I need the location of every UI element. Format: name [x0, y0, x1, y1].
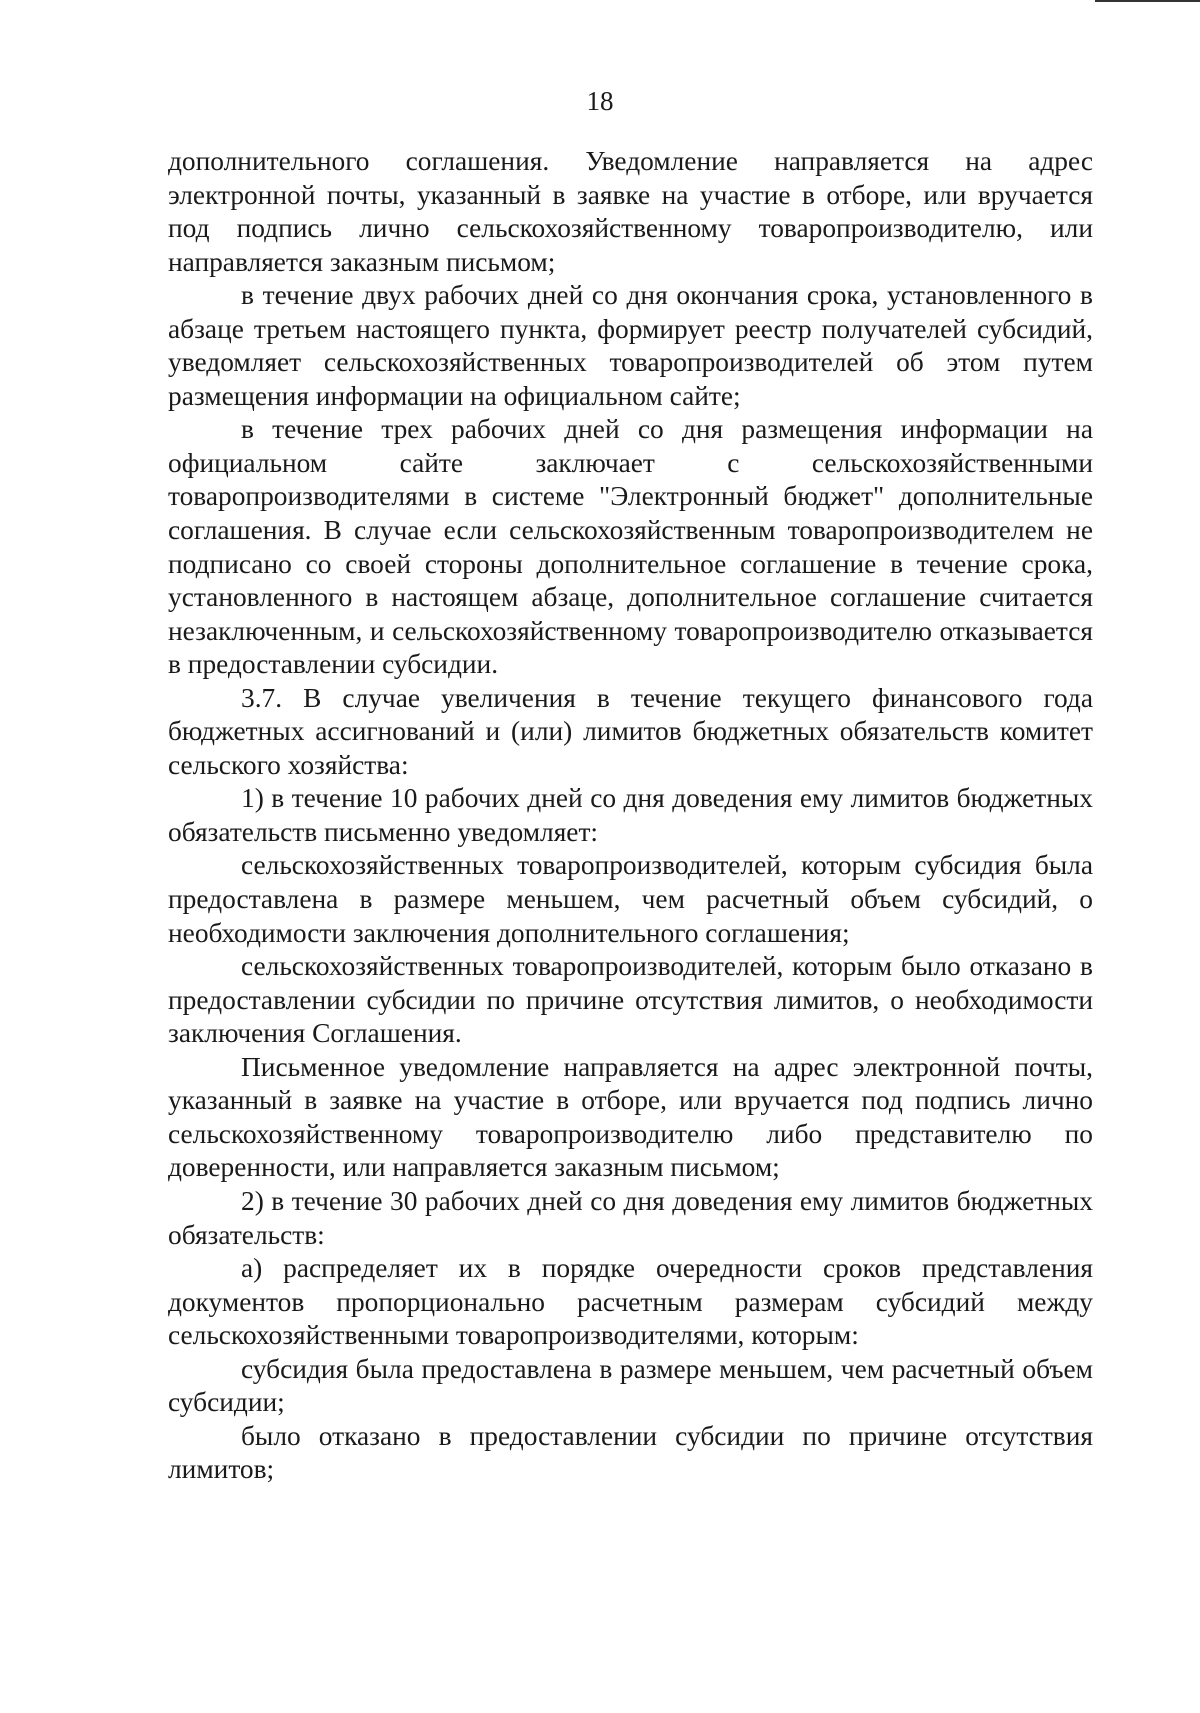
paragraph-clause-3-7: 3.7. В случае увеличения в течение текущего финансового года бюджетных ассигнований и (или) лимитов бюджетных обязательств комитет сельского хозяйства: [168, 682, 1093, 780]
paragraph: субсидия была предоставлена в размере меньшем, чем расчетный объем субсидии; [168, 1353, 1093, 1418]
paragraph-subitem-a: а) распределяет их в порядке очередности сроков представления документов пропорционально расчетным размерам субсидий между сельскохозяйственными товаропроизводителями, которым: [168, 1253, 1093, 1351]
paragraph: в течение трех рабочих дней со дня размещения информации на официальном сайте заключает с сельскохозяйственными товаропроизводителями в системе "Электронный бюджет" дополнительные соглашения. В случае если сельскохозяйственным товаропроизводителем не подписано со своей стороны дополнительное соглашение в течение срока, установленного в настоящем абзаце, дополнительное соглашение считается незаключенным, и сельскохозяйственному товаропроизводителю отказывается в предоставлении субсидии. [168, 414, 1093, 680]
paragraph: в течение двух рабочих дней со дня окончания срока, установленного в абзаце третьем настоящего пункта, формирует реестр получателей субсидий, уведомляет сельскохозяйственных товаропроизводителей об этом путем размещения информации на официальном сайте; [168, 280, 1093, 411]
paragraph: сельскохозяйственных товаропроизводителей, которым было отказано в предоставлении субсидии по причине отсутствия лимитов, о необходимости заключения Соглашения. [168, 951, 1093, 1049]
paragraph: Письменное уведомление направляется на адрес электронной почты, указанный в заявке на участие в отборе, или вручается под подпись лично сельскохозяйственному товаропроизводителю либо представителю по доверенности, или направляется заказным письмом; [168, 1051, 1093, 1183]
paragraph: было отказано в предоставлении субсидии по причине отсутствия лимитов; [168, 1420, 1093, 1485]
document-body [168, 145, 1093, 1487]
page-number: 18 [586, 86, 614, 116]
paragraph-item-2: 2) в течение 30 рабочих дней со дня доведения ему лимитов бюджетных обязательств: [168, 1185, 1093, 1250]
paragraph: сельскохозяйственных товаропроизводителей, которым субсидия была предоставлена в размере меньшем, чем расчетный объем субсидий, о необходимости заключения дополнительного соглашения; [168, 850, 1093, 948]
scan-edge-line [1095, 0, 1200, 2]
paragraph-item-1: 1) в течение 10 рабочих дней со дня доведения ему лимитов бюджетных обязательств письменно уведомляет: [168, 783, 1093, 847]
paragraph-continuation: дополнительного соглашения. Уведомление направляется на адрес электронной почты, указанный в заявке на участие в отборе, или вручается под подпись лично сельскохозяйственному товаропроизводителю, или направляется заказным письмом; [168, 146, 1093, 277]
